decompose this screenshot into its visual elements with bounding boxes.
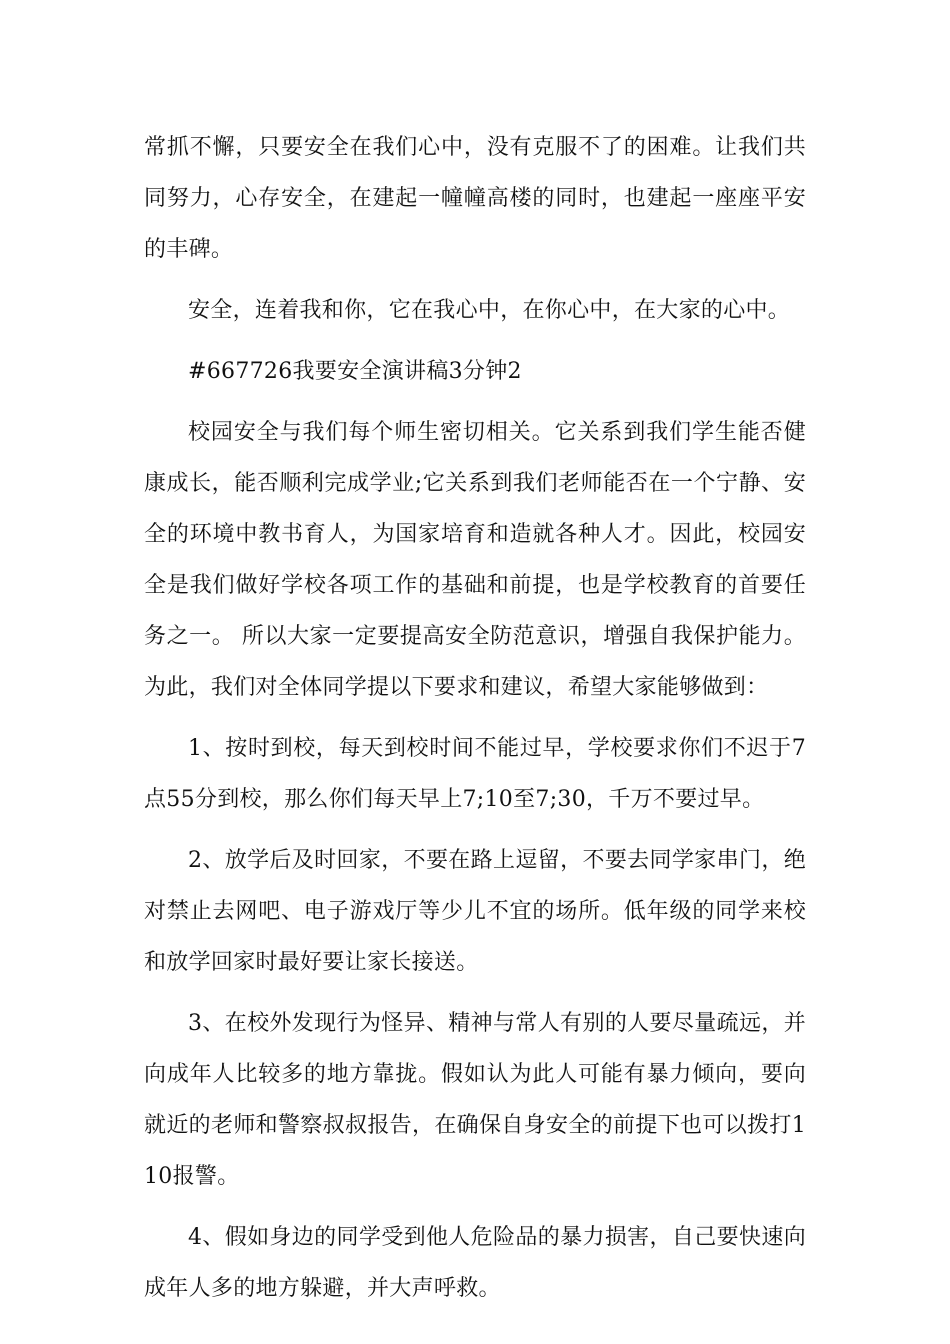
paragraph-safety-with-us: 安全，连着我和你，它在我心中，在你心中，在大家的心中。 (188, 298, 791, 323)
section-heading: #667726我要安全演讲稿3分钟2 (188, 359, 522, 384)
list-item-3: 3、在校外发现行为怪异、精神与常人有别的人要尽量疏远，并向成年人比较多的地方靠拢。假如认为此人可能有暴力倾向，要向就近的老师和警察叔叔报告，在确保自身安全的前提下也可以拨打110报警。 (144, 1011, 806, 1189)
list-item-4: 4、假如身边的同学受到他人危险品的暴力损害，自己要快速向成年人多的地方躲避，并大声呼救。 (144, 1225, 806, 1301)
paragraph-campus-safety: 校园安全与我们每个师生密切相关。它关系到我们学生能否健康成长，能否顺利完成学业;它关系到我们老师能否在一个宁静、安全的环境中教书育人，为国家培育和造就各种人才。因此，校园安全是我们做好学校各项工作的基础和前提，也是学校教育的首要任务之一。 所以大家一定要提高安全防范意识，增强自我保护能力。为此，我们对全体同学提以下要求和建议，希望大家能够做到： (144, 420, 806, 700)
list-item-1: 1、按时到校，每天到校时间不能过早，学校要求你们不迟于7点55分到校，那么你们每天早上7;10至7;30，千万不要过早。 (144, 736, 806, 812)
paragraph-continuation: 常抓不懈，只要安全在我们心中，没有克服不了的困难。让我们共同努力，心存安全，在建起一幢幢高楼的同时，也建起一座座平安的丰碑。 (144, 135, 806, 262)
document-body (144, 122, 806, 1314)
list-item-2: 2、放学后及时回家，不要在路上逗留，不要去同学家串门，绝对禁止去网吧、电子游戏厅等少儿不宜的场所。低年级的同学来校和放学回家时最好要让家长接送。 (144, 848, 806, 975)
